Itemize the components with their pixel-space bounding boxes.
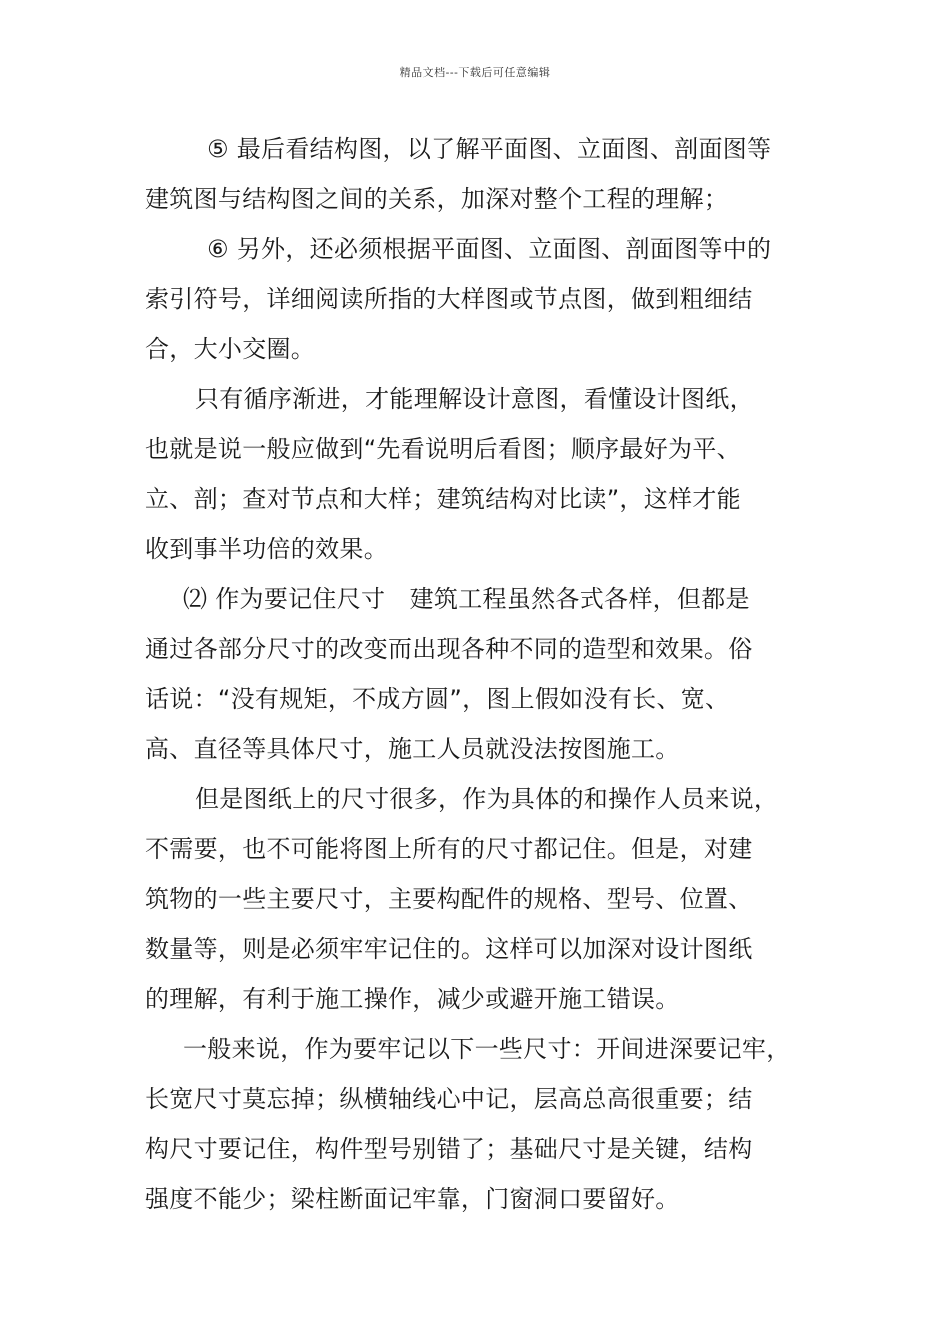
page-header: 精品文档---下载后可任意编辑 bbox=[399, 66, 551, 79]
body-text-line: 的理解，有利于施工操作，减少或避开施工错误。 bbox=[145, 985, 680, 1013]
body-text-line: 不需要，也不可能将图上所有的尺寸都记住。但是，对建 bbox=[145, 835, 753, 863]
body-text-line: 话说：“没有规矩，不成方圆”，图上假如没有长、宽、 bbox=[145, 685, 730, 713]
body-text-line: 长宽尺寸莫忘掉；纵横轴线心中记，层高总高很重要；结 bbox=[145, 1085, 753, 1113]
document-body bbox=[145, 124, 815, 1224]
body-text-line: 也就是说一般应做到“先看说明后看图；顺序最好为平、 bbox=[145, 435, 741, 463]
body-text-line: 筑物的一些主要尺寸，主要构配件的规格、型号、位置、 bbox=[145, 885, 753, 913]
body-text-line: 只有循序渐进，才能理解设计意图，看懂设计图纸， bbox=[195, 385, 754, 413]
body-text-line: ⑥ 另外，还必须根据平面图、立面图、剖面图等中的 bbox=[207, 235, 772, 263]
body-text-line: 强度不能少；梁柱断面记牢靠，门窗洞口要留好。 bbox=[145, 1185, 680, 1213]
body-text-line: 合，大小交圈。 bbox=[145, 335, 316, 363]
body-text-line: ⑵ 作为要记住尺寸 建筑工程虽然各式各样，但都是 bbox=[183, 585, 750, 613]
body-text-line: 索引符号，详细阅读所指的大样图或节点图，做到粗细结 bbox=[145, 285, 753, 313]
body-text-line: ⑤ 最后看结构图，以了解平面图、立面图、剖面图等 bbox=[207, 135, 772, 163]
body-text-line: 收到事半功倍的效果。 bbox=[145, 535, 388, 563]
body-text-line: 一般来说，作为要牢记以下一些尺寸：开间进深要记牢， bbox=[183, 1035, 791, 1063]
body-text-line: 但是图纸上的尺寸很多，作为具体的和操作人员来说， bbox=[195, 785, 779, 813]
body-text-line: 通过各部分尺寸的改变而出现各种不同的造型和效果。俗 bbox=[145, 635, 753, 663]
body-text-line: 立、剖；查对节点和大样；建筑结构对比读”，这样才能 bbox=[145, 485, 741, 513]
body-text-line: 数量等，则是必须牢牢记住的。这样可以加深对设计图纸 bbox=[145, 935, 753, 963]
body-text-line: 高、直径等具体尺寸，施工人员就没法按图施工。 bbox=[145, 735, 680, 763]
body-text-line: 构尺寸要记住，构件型号别错了；基础尺寸是关键，结构 bbox=[145, 1135, 753, 1163]
body-text-line: 建筑图与结构图之间的关系，加深对整个工程的理解； bbox=[145, 185, 729, 213]
